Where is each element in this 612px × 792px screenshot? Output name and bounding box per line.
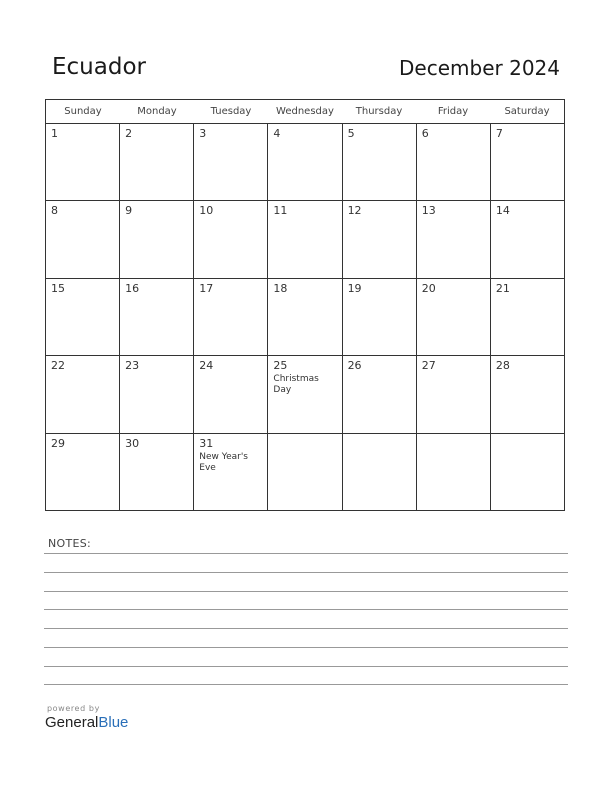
generalblue-logo (45, 714, 128, 731)
calendar-body (46, 124, 564, 510)
day-number: 18 (273, 281, 288, 295)
weekday-friday: Friday (437, 106, 469, 117)
day-number: 30 (125, 436, 140, 450)
weekday-wednesday: Wednesday (276, 106, 334, 117)
day-cell (268, 201, 342, 277)
day-cell (120, 201, 194, 277)
day-cell (491, 434, 564, 510)
brand-footer (45, 704, 128, 731)
day-cell (491, 201, 564, 277)
day-cell (120, 434, 194, 510)
day-number: 14 (495, 204, 510, 218)
weekday-header (46, 100, 564, 124)
calendar-week (46, 279, 564, 356)
day-number: 11 (273, 204, 288, 218)
calendar-week (46, 201, 564, 278)
day-cell (46, 279, 120, 355)
day-cell (46, 356, 120, 432)
day-number: 5 (347, 127, 355, 140)
day-number: 12 (347, 204, 362, 218)
weekday-tuesday: Tuesday (210, 106, 252, 117)
note-line (44, 666, 568, 667)
day-cell (491, 356, 564, 432)
day-number: 22 (51, 359, 65, 373)
day-number: 10 (199, 204, 214, 218)
day-cell (194, 356, 268, 432)
day-number: 4 (273, 127, 281, 140)
month-title: December 2024 (399, 56, 560, 80)
day-cell (343, 356, 417, 432)
day-cell (194, 124, 268, 200)
day-number: 16 (125, 281, 140, 295)
day-cell (120, 279, 194, 355)
day-cell (46, 201, 120, 277)
day-number: 15 (51, 281, 65, 295)
day-number: 20 (421, 281, 436, 295)
day-number: 1 (51, 127, 58, 140)
day-cell (417, 124, 491, 200)
notes-label: NOTES: (48, 537, 92, 550)
holiday-label: New Year's Eve (199, 451, 248, 473)
day-cell (417, 279, 491, 355)
day-cell (343, 201, 417, 277)
day-number: 6 (421, 127, 429, 140)
country-title: Ecuador (52, 54, 146, 80)
day-cell (194, 201, 268, 277)
day-number: 24 (199, 359, 214, 373)
note-line (44, 591, 568, 592)
note-line (44, 684, 568, 685)
note-line (44, 572, 568, 573)
day-number: 29 (51, 436, 65, 450)
day-number: 31 (199, 436, 214, 450)
day-number: 19 (347, 281, 362, 295)
note-line (44, 609, 568, 610)
day-cell (194, 434, 268, 510)
day-cell (491, 279, 564, 355)
day-cell (343, 279, 417, 355)
day-number: 3 (199, 127, 207, 140)
holiday-label: Christmas Day (273, 374, 319, 396)
calendar-week (46, 124, 564, 201)
note-line (44, 647, 568, 648)
weekday-thursday: Thursday (355, 106, 403, 117)
powered-by-text: powered by (47, 704, 100, 713)
day-cell (343, 124, 417, 200)
day-number: 25 (273, 359, 288, 373)
note-line (44, 553, 568, 554)
day-number: 2 (125, 127, 133, 140)
weekday-monday: Monday (137, 106, 177, 117)
weekday-sunday: Sunday (64, 106, 102, 117)
day-cell (343, 434, 417, 510)
day-cell (120, 124, 194, 200)
day-number: 23 (125, 359, 140, 373)
day-cell (268, 124, 342, 200)
calendar-grid (45, 99, 565, 511)
day-number: 28 (495, 359, 510, 373)
day-cell (268, 356, 342, 432)
day-cell (417, 356, 491, 432)
logo-general: General (45, 714, 99, 731)
day-number: 13 (421, 204, 436, 218)
day-cell (417, 201, 491, 277)
day-number: 9 (125, 204, 133, 218)
calendar-week (46, 434, 564, 510)
day-cell (194, 279, 268, 355)
calendar-week (46, 356, 564, 433)
day-cell (491, 124, 564, 200)
logo-blue: Blue (98, 714, 129, 731)
day-number: 17 (199, 281, 214, 295)
day-cell (120, 356, 194, 432)
day-number: 27 (421, 359, 436, 373)
day-cell (268, 434, 342, 510)
day-number: 7 (495, 127, 503, 140)
day-cell (417, 434, 491, 510)
weekday-saturday: Saturday (504, 106, 550, 117)
day-cell (46, 434, 120, 510)
day-number: 21 (495, 281, 510, 295)
note-line (44, 628, 568, 629)
day-number: 26 (347, 359, 362, 373)
day-cell (268, 279, 342, 355)
day-number: 8 (51, 204, 58, 218)
day-cell (46, 124, 120, 200)
